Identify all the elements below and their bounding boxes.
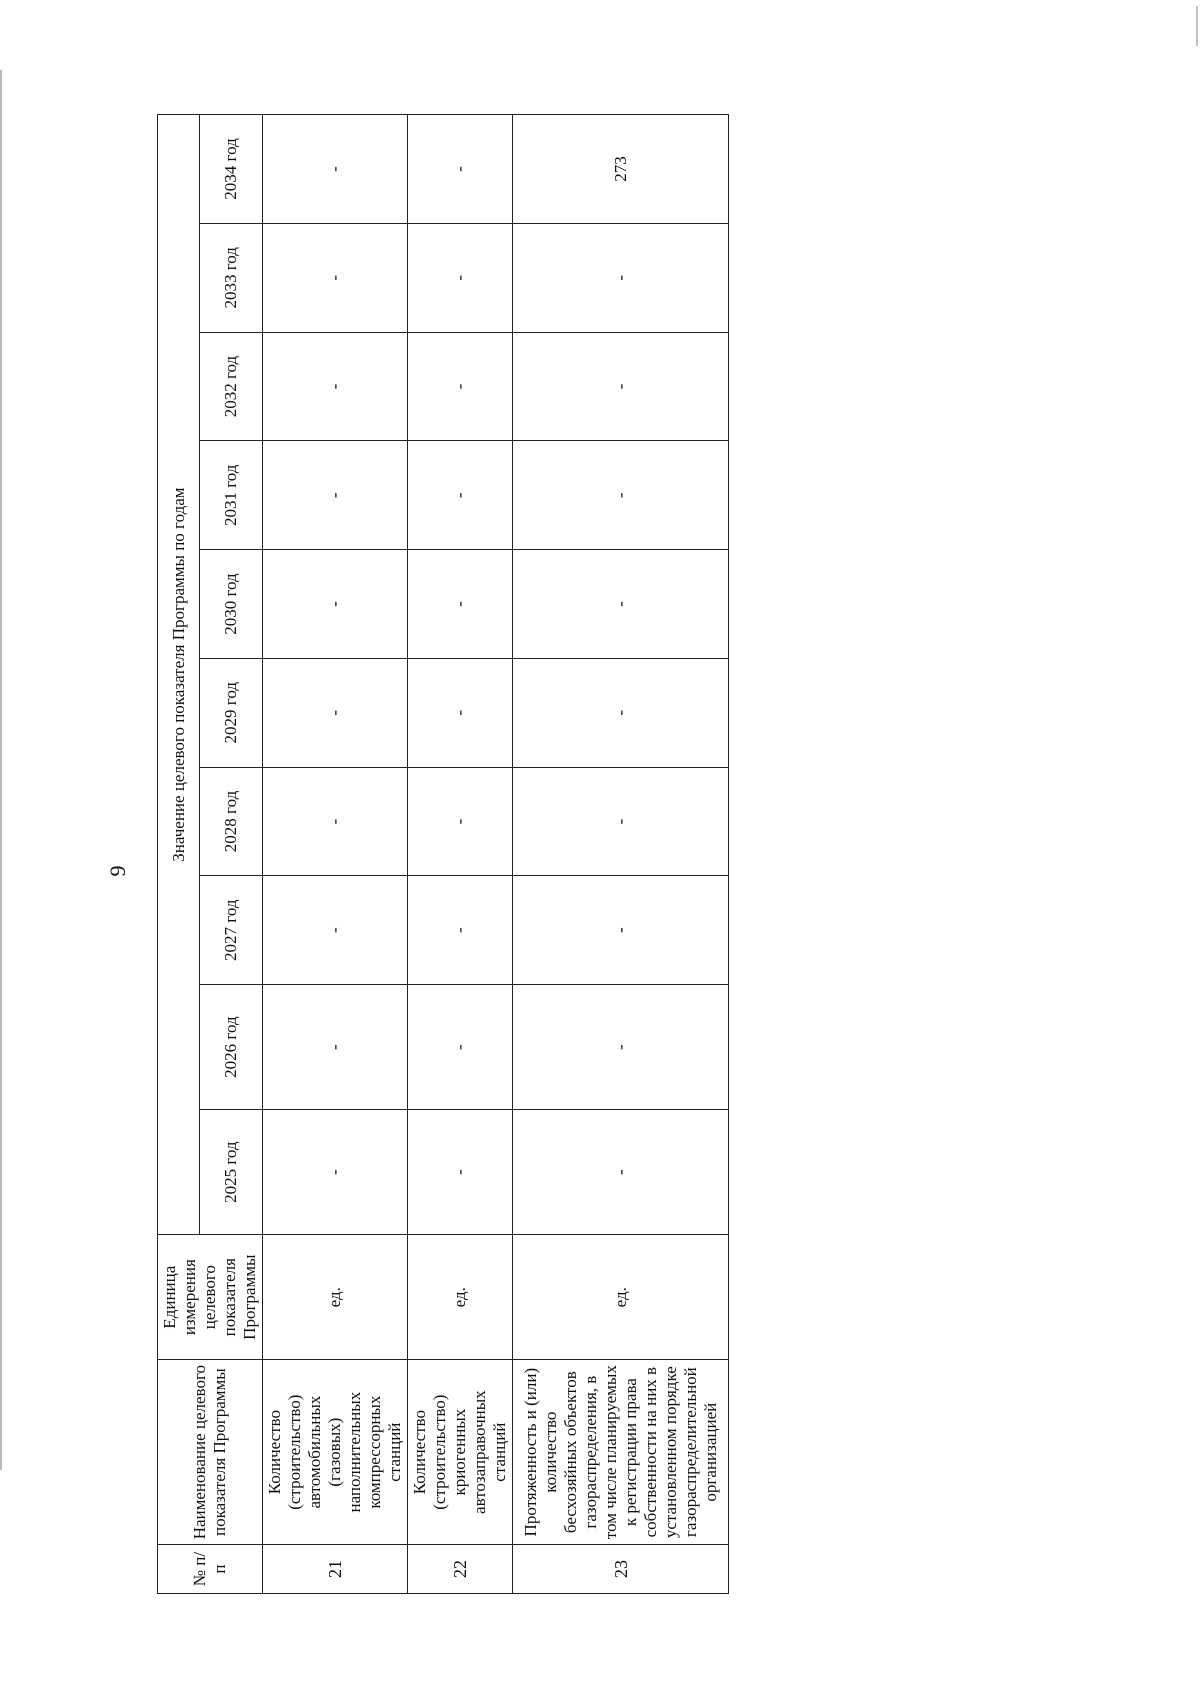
table-row bbox=[408, 115, 513, 1594]
header-year: 2032 год bbox=[200, 332, 263, 441]
header-year: 2026 год bbox=[200, 985, 263, 1110]
value-cell: - bbox=[263, 441, 408, 550]
value-cell: - bbox=[513, 1110, 729, 1235]
row-num: 21 bbox=[263, 1545, 408, 1594]
value-cell: - bbox=[408, 985, 513, 1110]
header-year: 2034 год bbox=[200, 115, 263, 224]
value-cell: - bbox=[408, 876, 513, 985]
header-year: 2028 год bbox=[200, 767, 263, 876]
value-cell: - bbox=[408, 1110, 513, 1235]
value-cell: - bbox=[263, 1110, 408, 1235]
value-cell: - bbox=[513, 767, 729, 876]
value-cell: 273 bbox=[513, 115, 729, 224]
rotated-table-container bbox=[157, 114, 720, 1594]
value-cell: - bbox=[513, 223, 729, 332]
value-cell: - bbox=[408, 550, 513, 659]
header-year: 2033 год bbox=[200, 223, 263, 332]
header-year: 2030 год bbox=[200, 550, 263, 659]
value-cell: - bbox=[513, 441, 729, 550]
value-cell: - bbox=[513, 332, 729, 441]
value-cell: - bbox=[408, 223, 513, 332]
header-name: Наименование целевого показателя Программы bbox=[158, 1360, 263, 1545]
value-cell: - bbox=[263, 767, 408, 876]
row-unit: ед. bbox=[513, 1235, 729, 1360]
row-num: 22 bbox=[408, 1545, 513, 1594]
value-cell: - bbox=[408, 441, 513, 550]
row-unit: ед. bbox=[263, 1235, 408, 1360]
value-cell: - bbox=[513, 985, 729, 1110]
value-cell: - bbox=[263, 876, 408, 985]
header-num: № п/п bbox=[158, 1545, 263, 1594]
header-year: 2025 год bbox=[200, 1110, 263, 1235]
header-year: 2029 год bbox=[200, 658, 263, 767]
table-row bbox=[513, 115, 729, 1594]
value-cell: - bbox=[513, 550, 729, 659]
header-year: 2027 год bbox=[200, 876, 263, 985]
header-unit: Единица измерения целевого показателя Программы bbox=[158, 1235, 263, 1360]
value-cell: - bbox=[513, 876, 729, 985]
table-row bbox=[263, 115, 408, 1594]
value-cell: - bbox=[408, 658, 513, 767]
value-cell: - bbox=[408, 115, 513, 224]
row-name: Количество (строительство) криогенных автозаправочных станций bbox=[408, 1360, 513, 1545]
row-name: Протяженность и (или) количество бесхозяйных объектов газораспределения, в том числе планируемых к регистрации права собственности на них в установленном порядке газораспределительной организацией bbox=[513, 1360, 729, 1545]
row-num: 23 bbox=[513, 1545, 729, 1594]
row-name: Количество (строительство) автомобильных (газовых) наполнительных компрессорных станций bbox=[263, 1360, 408, 1545]
value-cell: - bbox=[263, 985, 408, 1110]
value-cell: - bbox=[263, 332, 408, 441]
scan-edge-mark bbox=[0, 70, 2, 1470]
value-cell: - bbox=[263, 223, 408, 332]
page-number: 9 bbox=[105, 865, 130, 877]
value-cell: - bbox=[408, 332, 513, 441]
row-unit: ед. bbox=[408, 1235, 513, 1360]
value-cell: - bbox=[263, 550, 408, 659]
header-year: 2031 год bbox=[200, 441, 263, 550]
value-cell: - bbox=[513, 658, 729, 767]
header-values-group: Значение целевого показателя Программы по годам bbox=[158, 115, 200, 1235]
indicators-table bbox=[157, 114, 729, 1594]
scan-edge-mark bbox=[1196, 6, 1198, 46]
value-cell: - bbox=[263, 115, 408, 224]
value-cell: - bbox=[263, 658, 408, 767]
value-cell: - bbox=[408, 767, 513, 876]
